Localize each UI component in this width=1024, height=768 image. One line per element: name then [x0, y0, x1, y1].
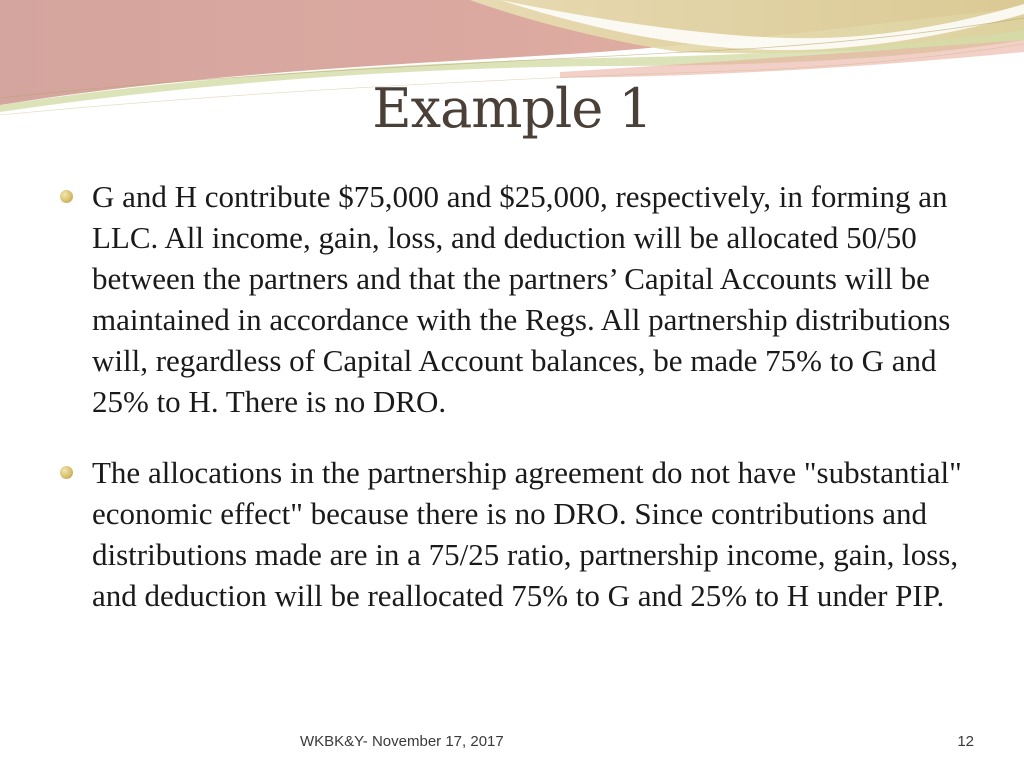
- bullet-item: [60, 176, 970, 422]
- slide-title: Example 1: [372, 77, 652, 140]
- bullet-icon: [60, 190, 73, 203]
- slide-page-number: 12: [957, 733, 974, 750]
- bullet-text: G and H contribute $75,000 and $25,000, respectively, in forming an LLC. All income, gain, loss, and deduction will be allocated 50/50 between the partners and that the partners’ Capital Accounts will be maintained in accordance with the Regs. All partnership distributions will, regardless of Capital Account balances, be made 75% to G and 25% to H. There is no DRO.: [92, 179, 951, 419]
- slide-body: [60, 176, 970, 644]
- bullet-item: [60, 452, 970, 616]
- slide-footer: WKBK&Y- November 17, 2017: [300, 733, 504, 750]
- bullet-icon: [60, 466, 73, 479]
- bullet-text: The allocations in the partnership agreement do not have "substantial" economic effect" because there is no DRO. Since contributions and distributions made are in a 75/25 ratio, partnership income, gain, loss, and deduction will be reallocated 75% to G and 25% to H under PIP.: [92, 455, 962, 613]
